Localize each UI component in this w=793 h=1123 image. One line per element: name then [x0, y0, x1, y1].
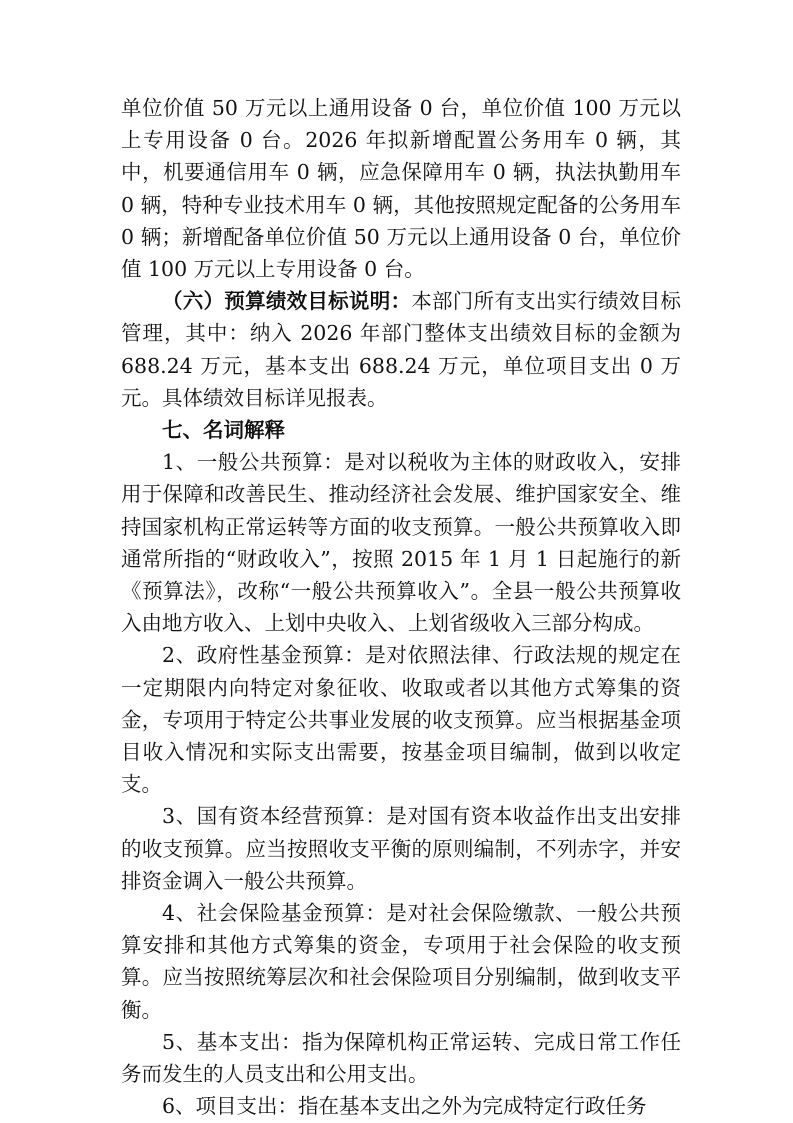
term-social-insurance-budget: 4、社会保险基金预算：是对社会保险缴款、一般公共预算安排和其他方式筹集的资金，专项用于社会保险的收支预算。应当按照统筹层次和社会保险项目分别编制，做到收支平衡。 [121, 901, 681, 1022]
paragraph-performance-goals [121, 285, 681, 414]
term-project-expenditure: 6、项目支出：指在基本支出之外为完成特定行政任务 [162, 1094, 647, 1119]
term-general-public-budget: 1、一般公共预算：是对以税收为主体的财政收入，安排用于保障和改善民生、推动经济社会发展、维护国家安全、维持国家机构正常运转等方面的收支预算。一般公共预算收入即通常所指的“财政收入”，按照 2015 年 1 月 1 日起施行的新《预算法》，改称“一般公共预算收入”。全县一般公共预算收入由地方收入、上划中央收入、上划省级收入三部分构成。 [121, 450, 681, 636]
subsection-label-performance: （六）预算绩效目标说明： [162, 289, 412, 314]
section-heading-glossary: 七、名词解释 [162, 418, 285, 443]
term-state-capital-budget: 3、国有资本经营预算：是对国有资本收益作出支出安排的收支预算。应当按照收支平衡的原则编制，不列赤字，并安排资金调入一般公共预算。 [121, 804, 681, 893]
performance-goals-text: 本部门所有支出实行绩效目标管理，其中：纳入 2026 年部门整体支出绩效目标的金额为688.24 万元，基本支出 688.24 万元，单位项目支出 0 万元。具体绩效目标详见报表。 [121, 289, 681, 410]
paragraph-equipment-vehicles: 单位价值 50 万元以上通用设备 0 台，单位价值 100 万元以上专用设备 0 台。2026 年拟新增配置公务用车 0 辆，其中，机要通信用车 0 辆，应急保障用车 0 辆，执法执勤用车 0 辆，特种专业技术用车 0 辆，其他按照规定配备的公务用车 0 辆；新增配备单位价值 50 万元以上通用设备 0 台，单位价值 100 万元以上专用设备 0 台。 [121, 96, 681, 282]
term-basic-expenditure: 5、基本支出：指为保障机构正常运转、完成日常工作任务而发生的人员支出和公用支出。 [121, 1029, 681, 1087]
document-body [121, 92, 681, 1123]
term-government-fund-budget: 2、政府性基金预算：是对依照法律、行政法规的规定在一定期限内向特定对象征收、收取或者以其他方式筹集的资金，专项用于特定公共事业发展的收支预算。应当根据基金项目收入情况和实际支出需要，按基金项目编制，做到以收定支。 [121, 643, 681, 797]
